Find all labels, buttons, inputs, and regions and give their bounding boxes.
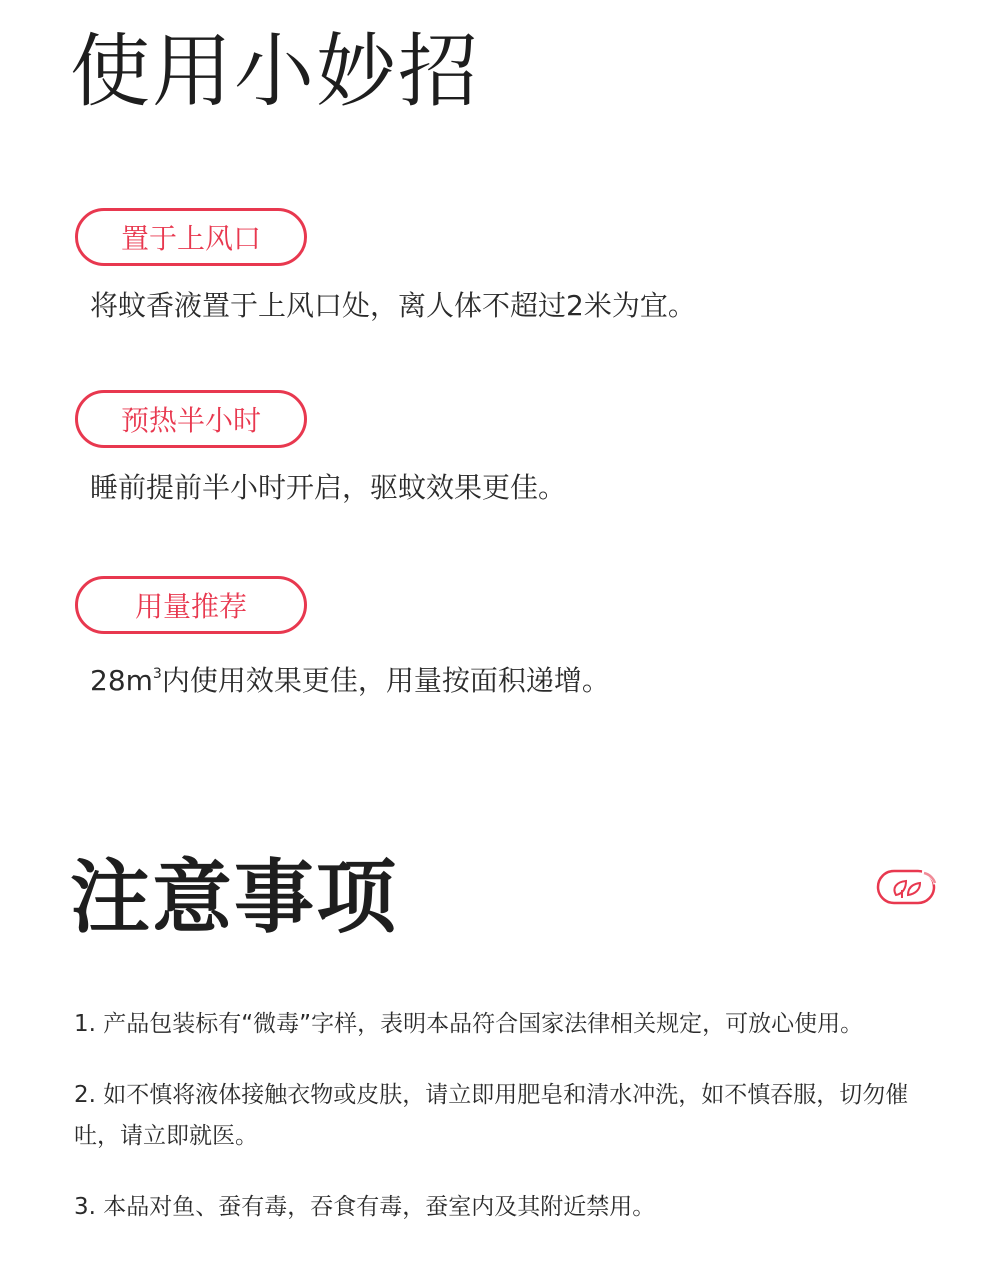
tips-section-title: 使用小妙招 <box>70 25 480 118</box>
tip-label-upwind: 置于上风口 <box>75 208 307 266</box>
note-item-3: 3. 本品对鱼、蚕有毒，吞食有毒，蚕室内及其附近禁用。 <box>74 1194 656 1220</box>
tip-desc-dosage-prefix: 28m <box>90 664 153 697</box>
tip-label-dosage: 用量推荐 <box>75 576 307 634</box>
tip-desc-dosage-suffix: 内使用效果更佳，用量按面积递增。 <box>161 664 610 697</box>
tip-desc-preheat: 睡前提前半小时开启，驱蚊效果更佳。 <box>90 471 567 504</box>
tip-desc-upwind: 将蚊香液置于上风口处，离人体不超过2米为宜。 <box>90 289 696 322</box>
note-item-1: 1. 产品包装标有“微毒”字样，表明本品符合国家法律相关规定，可放心使用。 <box>74 1011 864 1037</box>
tip-desc-dosage <box>90 656 610 699</box>
leaf-icon <box>876 868 938 906</box>
note-item-2: 2. 如不慎将液体接触衣物或皮肤，请立即用肥皂和清水冲洗，如不慎吞服，切勿催吐，请立即就医。 <box>74 1082 909 1149</box>
tip-desc-dosage-sup: 3 <box>152 666 162 682</box>
notes-section-title: 注意事项 <box>70 851 398 944</box>
tip-label-preheat: 预热半小时 <box>75 390 307 448</box>
